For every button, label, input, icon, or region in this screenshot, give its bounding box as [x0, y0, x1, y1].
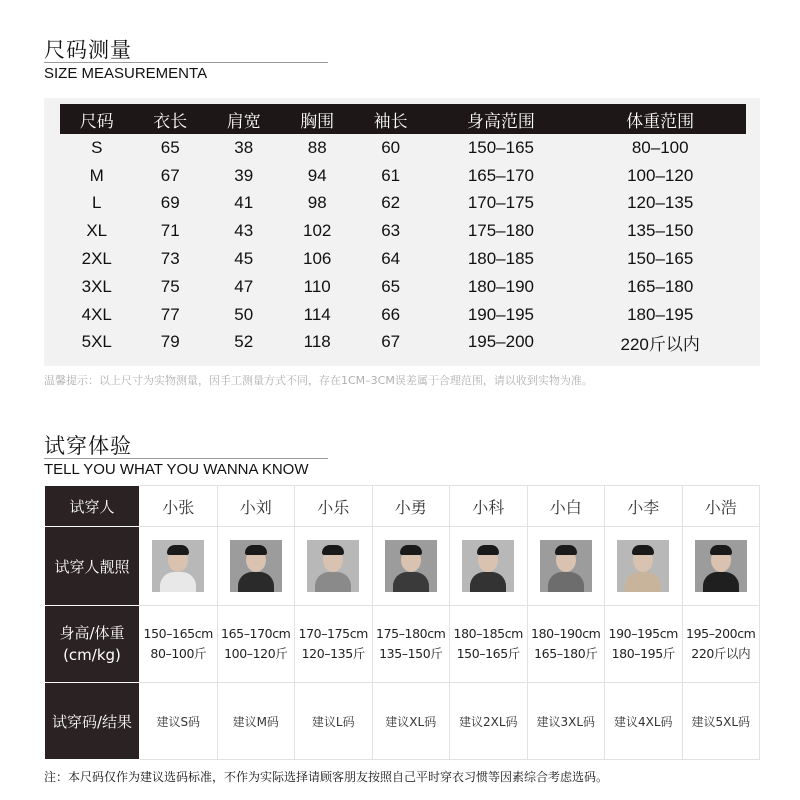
- tester-weight: 120–135斤: [301, 646, 365, 661]
- tester-height: 165–170cm: [221, 626, 291, 641]
- tester-height-weight: [217, 606, 295, 683]
- size-table-cell: 2XL: [81, 249, 112, 269]
- tester-photo: [617, 540, 669, 592]
- size-table-cell: 38: [234, 137, 254, 157]
- tester-photo: [230, 540, 282, 592]
- size-table-cell: 39: [234, 165, 254, 185]
- size-table-cell: 135–150: [627, 221, 694, 241]
- size-table-cell: 62: [381, 193, 401, 213]
- tester-weight: 100–120斤: [224, 646, 288, 661]
- row-label-height-weight: [45, 606, 140, 683]
- tester-photo: [307, 540, 359, 592]
- size-header-cell: 体重范围: [574, 104, 746, 134]
- size-table-cell: 150–165: [627, 249, 694, 269]
- tester-weight: 150–165斤: [456, 646, 520, 661]
- tester-photo-cell: [450, 527, 528, 606]
- tester-height: 190–195cm: [608, 626, 678, 641]
- tester-photo-cell: [527, 527, 605, 606]
- size-header-cell: 胸围: [280, 104, 353, 134]
- tester-height-weight: [372, 606, 450, 683]
- size-table-cell: 65: [160, 137, 180, 157]
- size-table-header: [60, 104, 746, 134]
- size-note: 注：本尺码仅作为建议选码标准，不作为实际选择请顾客朋友按照自己平时穿衣习惯等因素综合考虑选码。: [44, 770, 609, 784]
- size-header-cell: 衣长: [133, 104, 206, 134]
- row-label-hw-line1: 身高/体重: [59, 624, 125, 642]
- size-table-cell: 100–120: [627, 165, 694, 185]
- tester-weight: 80–100斤: [150, 646, 207, 661]
- size-table-cell: 64: [381, 249, 401, 269]
- size-table-cell: 77: [160, 304, 180, 324]
- size-table-row: [60, 301, 746, 329]
- tester-weight: 165–180斤: [534, 646, 598, 661]
- size-table-row: [60, 162, 746, 190]
- size-table: [60, 104, 746, 356]
- measurement-tip: 温馨提示：以上尺寸为实物测量，因手工测量方式不同，存在1CM–3CM误差属于合理范围，请以收到实物为准。: [44, 374, 593, 387]
- size-table-cell: 170–175: [467, 193, 534, 213]
- tester-photo-cell: [605, 527, 683, 606]
- tester-height-weight: [140, 606, 218, 683]
- tester-height: 180–185cm: [453, 626, 523, 641]
- tryon-row-name: [45, 486, 760, 527]
- tryon-row-result: [45, 683, 760, 760]
- size-table-cell: 66: [381, 304, 401, 324]
- tester-result: 建议2XL码: [450, 683, 528, 760]
- size-table-cell: M: [89, 165, 104, 185]
- tester-result: 建议L码: [295, 683, 373, 760]
- tryon-row-height-weight: [45, 606, 760, 683]
- size-table-cell: 3XL: [81, 276, 112, 296]
- row-label-photo: 试穿人靓照: [45, 527, 140, 606]
- tester-photo-cell: [295, 527, 373, 606]
- size-table-row: [60, 245, 746, 273]
- tester-height: 150–165cm: [143, 626, 213, 641]
- tester-name: 小李: [605, 486, 683, 527]
- tester-height: 180–190cm: [531, 626, 601, 641]
- size-table-cell: 75: [160, 276, 180, 296]
- size-table-cell: 71: [160, 221, 180, 241]
- tester-photo-cell: [372, 527, 450, 606]
- size-table-row: [60, 329, 746, 357]
- size-table-cell: 65: [381, 276, 401, 296]
- size-table-cell: 165–180: [627, 276, 694, 296]
- tester-photo: [540, 540, 592, 592]
- tester-name: 小白: [527, 486, 605, 527]
- size-section-subtitle: SIZE MEASUREMENTA: [44, 65, 208, 82]
- size-table-cell: 69: [160, 193, 180, 213]
- size-table-cell: 43: [234, 221, 254, 241]
- tryon-row-photo: [45, 527, 760, 606]
- size-table-cell: 47: [234, 276, 254, 296]
- size-table-cell: 110: [303, 276, 331, 296]
- size-table-cell: 180–185: [467, 249, 534, 269]
- tester-photo-cell: [140, 527, 218, 606]
- tester-name: 小刘: [217, 486, 295, 527]
- size-table-cell: 150–165: [467, 137, 534, 157]
- size-table-cell: 94: [307, 165, 327, 185]
- size-table-cell: 98: [307, 193, 327, 213]
- size-table-cell: 80–100: [631, 137, 689, 157]
- tester-result: 建议S码: [140, 683, 218, 760]
- size-table-cell: 118: [303, 332, 331, 352]
- size-table-cell: 79: [160, 332, 180, 352]
- row-label-hw-line2: (cm/kg): [63, 646, 121, 664]
- row-label-name: 试穿人: [45, 486, 140, 527]
- tester-height-weight: [450, 606, 528, 683]
- tester-photo: [695, 540, 747, 592]
- size-section-title: 尺码测量: [44, 38, 132, 62]
- size-table-row: [60, 217, 746, 245]
- size-table-row: [60, 134, 746, 162]
- tester-result: 建议5XL码: [682, 683, 760, 760]
- tester-weight: 135–150斤: [379, 646, 443, 661]
- size-table-cell: 180–195: [627, 304, 694, 324]
- size-table-cell: 61: [381, 165, 401, 185]
- size-table-cell: 88: [307, 137, 327, 157]
- size-section-rule: [44, 62, 328, 63]
- tester-result: 建议M码: [217, 683, 295, 760]
- size-table-cell: S: [91, 137, 103, 157]
- size-table-cell: 63: [381, 221, 401, 241]
- tester-photo-cell: [682, 527, 760, 606]
- size-table-cell: 73: [160, 249, 180, 269]
- size-table-cell: 165–170: [467, 165, 534, 185]
- tester-height-weight: [682, 606, 760, 683]
- tester-result: 建议XL码: [372, 683, 450, 760]
- size-table-cell: 67: [381, 332, 401, 352]
- size-header-cell: 袖长: [354, 104, 427, 134]
- tryon-table: [44, 485, 760, 760]
- size-table-row: [60, 190, 746, 218]
- tester-weight: 180–195斤: [611, 646, 675, 661]
- tester-height: 175–180cm: [376, 626, 446, 641]
- tester-name: 小勇: [372, 486, 450, 527]
- size-table-panel: [44, 98, 760, 366]
- size-table-cell: 102: [303, 221, 332, 241]
- tester-height: 170–175cm: [298, 626, 368, 641]
- size-table-cell: 190–195: [467, 304, 534, 324]
- size-table-cell: 175–180: [467, 221, 534, 241]
- size-table-cell: 5XL: [81, 332, 112, 352]
- size-table-cell: 60: [381, 137, 401, 157]
- size-table-cell: 45: [234, 249, 254, 269]
- size-table-cell: 220斤以内: [620, 334, 700, 354]
- tester-name: 小乐: [295, 486, 373, 527]
- tester-photo: [462, 540, 514, 592]
- size-table-cell: L: [92, 193, 102, 213]
- tester-photo-cell: [217, 527, 295, 606]
- tester-height-weight: [295, 606, 373, 683]
- size-table-cell: 41: [234, 193, 254, 213]
- size-table-row: [60, 273, 746, 301]
- tryon-section-subtitle: TELL YOU WHAT YOU WANNA KNOW: [44, 461, 309, 478]
- size-header-cell: 肩宽: [207, 104, 280, 134]
- tester-height-weight: [605, 606, 683, 683]
- size-table-cell: 120–135: [627, 193, 694, 213]
- tryon-section-rule: [44, 458, 328, 459]
- size-table-cell: 195–200: [467, 332, 534, 352]
- size-table-cell: 106: [303, 249, 332, 269]
- tester-photo: [385, 540, 437, 592]
- tryon-section-title: 试穿体验: [44, 434, 132, 458]
- size-table-cell: XL: [86, 221, 108, 241]
- tester-height: 195–200cm: [686, 626, 756, 641]
- size-header-cell: 尺码: [60, 104, 133, 134]
- size-table-cell: 50: [234, 304, 254, 324]
- size-table-cell: 114: [303, 304, 331, 324]
- tester-name: 小科: [450, 486, 528, 527]
- tester-name: 小张: [140, 486, 218, 527]
- size-table-cell: 52: [234, 332, 254, 352]
- tester-height-weight: [527, 606, 605, 683]
- size-table-cell: 67: [160, 165, 180, 185]
- row-label-result: 试穿码/结果: [45, 683, 140, 760]
- size-table-cell: 180–190: [467, 276, 534, 296]
- size-header-cell: 身高范围: [427, 104, 574, 134]
- tester-name: 小浩: [682, 486, 760, 527]
- tester-result: 建议4XL码: [605, 683, 683, 760]
- tester-result: 建议3XL码: [527, 683, 605, 760]
- size-table-cell: 4XL: [81, 304, 112, 324]
- tester-weight: 220斤以内: [691, 646, 751, 661]
- tester-photo: [152, 540, 204, 592]
